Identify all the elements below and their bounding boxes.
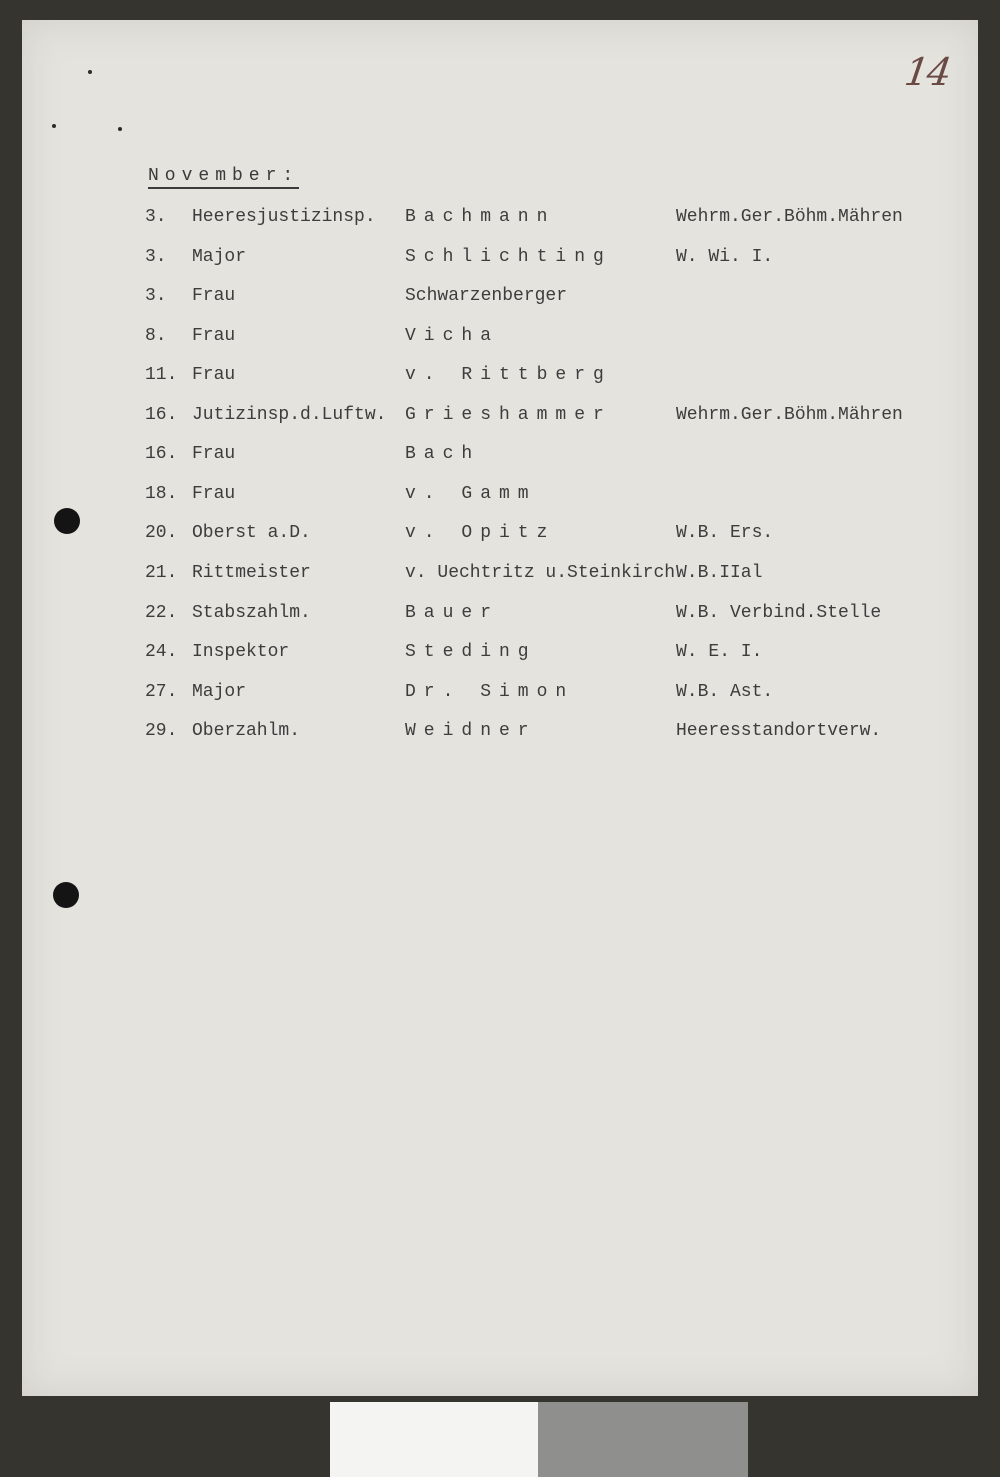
- entry-rank: Frau: [192, 365, 236, 385]
- entry-name: v. Uechtritz u.Steinkirch: [405, 563, 676, 583]
- entry-day: 3.: [145, 247, 167, 267]
- entry-day: 3.: [145, 286, 167, 306]
- entry-name: Grieshammer: [405, 405, 612, 425]
- paper-speck: [52, 124, 56, 128]
- entry-rank: Frau: [192, 444, 236, 464]
- entry-rank: Frau: [192, 286, 236, 306]
- entry-name: Bachmann: [405, 207, 556, 227]
- entry-day: 22.: [145, 603, 178, 623]
- entry-rank: Oberzahlm.: [192, 721, 301, 741]
- entry-name: v. Rittberg: [405, 365, 612, 385]
- entry-day: 21.: [145, 563, 178, 583]
- month-heading: November:: [148, 166, 299, 189]
- entry-day: 3.: [145, 207, 167, 227]
- entry-unit: W.B. Ast.: [676, 682, 774, 702]
- entry-day: 11.: [145, 365, 178, 385]
- entry-unit: Wehrm.Ger.Böhm.Mähren: [676, 207, 903, 227]
- entry-day: 29.: [145, 721, 178, 741]
- entry-unit: Wehrm.Ger.Böhm.Mähren: [676, 405, 903, 425]
- entry-rank: Heeresjustizinsp.: [192, 207, 376, 227]
- entry-name: Dr. Simon: [405, 682, 575, 702]
- entry-name: Schlichting: [405, 247, 612, 267]
- punch-hole: [54, 508, 80, 534]
- entry-name: Bach: [405, 444, 481, 464]
- entry-rank: Frau: [192, 484, 236, 504]
- entry-day: 16.: [145, 405, 178, 425]
- entry-rank: Inspektor: [192, 642, 290, 662]
- entry-name: Bauer: [405, 603, 500, 623]
- entry-day: 20.: [145, 523, 178, 543]
- entry-day: 8.: [145, 326, 167, 346]
- entry-name: v. Opitz: [405, 523, 556, 543]
- entry-unit: W.B. Verbind.Stelle: [676, 603, 882, 623]
- entry-unit: W. E. I.: [676, 642, 763, 662]
- entry-day: 18.: [145, 484, 178, 504]
- entry-rank: Rittmeister: [192, 563, 311, 583]
- entry-day: 24.: [145, 642, 178, 662]
- entry-unit: W. Wi. I.: [676, 247, 774, 267]
- punch-hole: [53, 882, 79, 908]
- entry-unit: Heeresstandortverw.: [676, 721, 882, 741]
- entry-name: Weidner: [405, 721, 537, 741]
- strip-grey-patch: [538, 1402, 748, 1477]
- entry-rank: Major: [192, 682, 247, 702]
- scan-color-strip: [330, 1402, 748, 1477]
- paper-speck: [88, 70, 92, 74]
- entry-rank: Frau: [192, 326, 236, 346]
- entry-day: 27.: [145, 682, 178, 702]
- entry-unit: W.B. Ers.: [676, 523, 774, 543]
- strip-white-patch: [330, 1402, 538, 1477]
- entry-rank: Major: [192, 247, 247, 267]
- entry-name: Vicha: [405, 326, 500, 346]
- entry-rank: Jutizinsp.d.Luftw.: [192, 405, 387, 425]
- entry-day: 16.: [145, 444, 178, 464]
- entry-unit: W.B.IIal: [676, 563, 763, 583]
- entry-rank: Oberst a.D.: [192, 523, 311, 543]
- entry-name: Schwarzenberger: [405, 286, 568, 306]
- entry-name: Steding: [405, 642, 537, 662]
- entry-name: v. Gamm: [405, 484, 537, 504]
- paper-speck: [118, 127, 122, 131]
- folio-number: 14: [901, 50, 953, 94]
- entry-rank: Stabszahlm.: [192, 603, 311, 623]
